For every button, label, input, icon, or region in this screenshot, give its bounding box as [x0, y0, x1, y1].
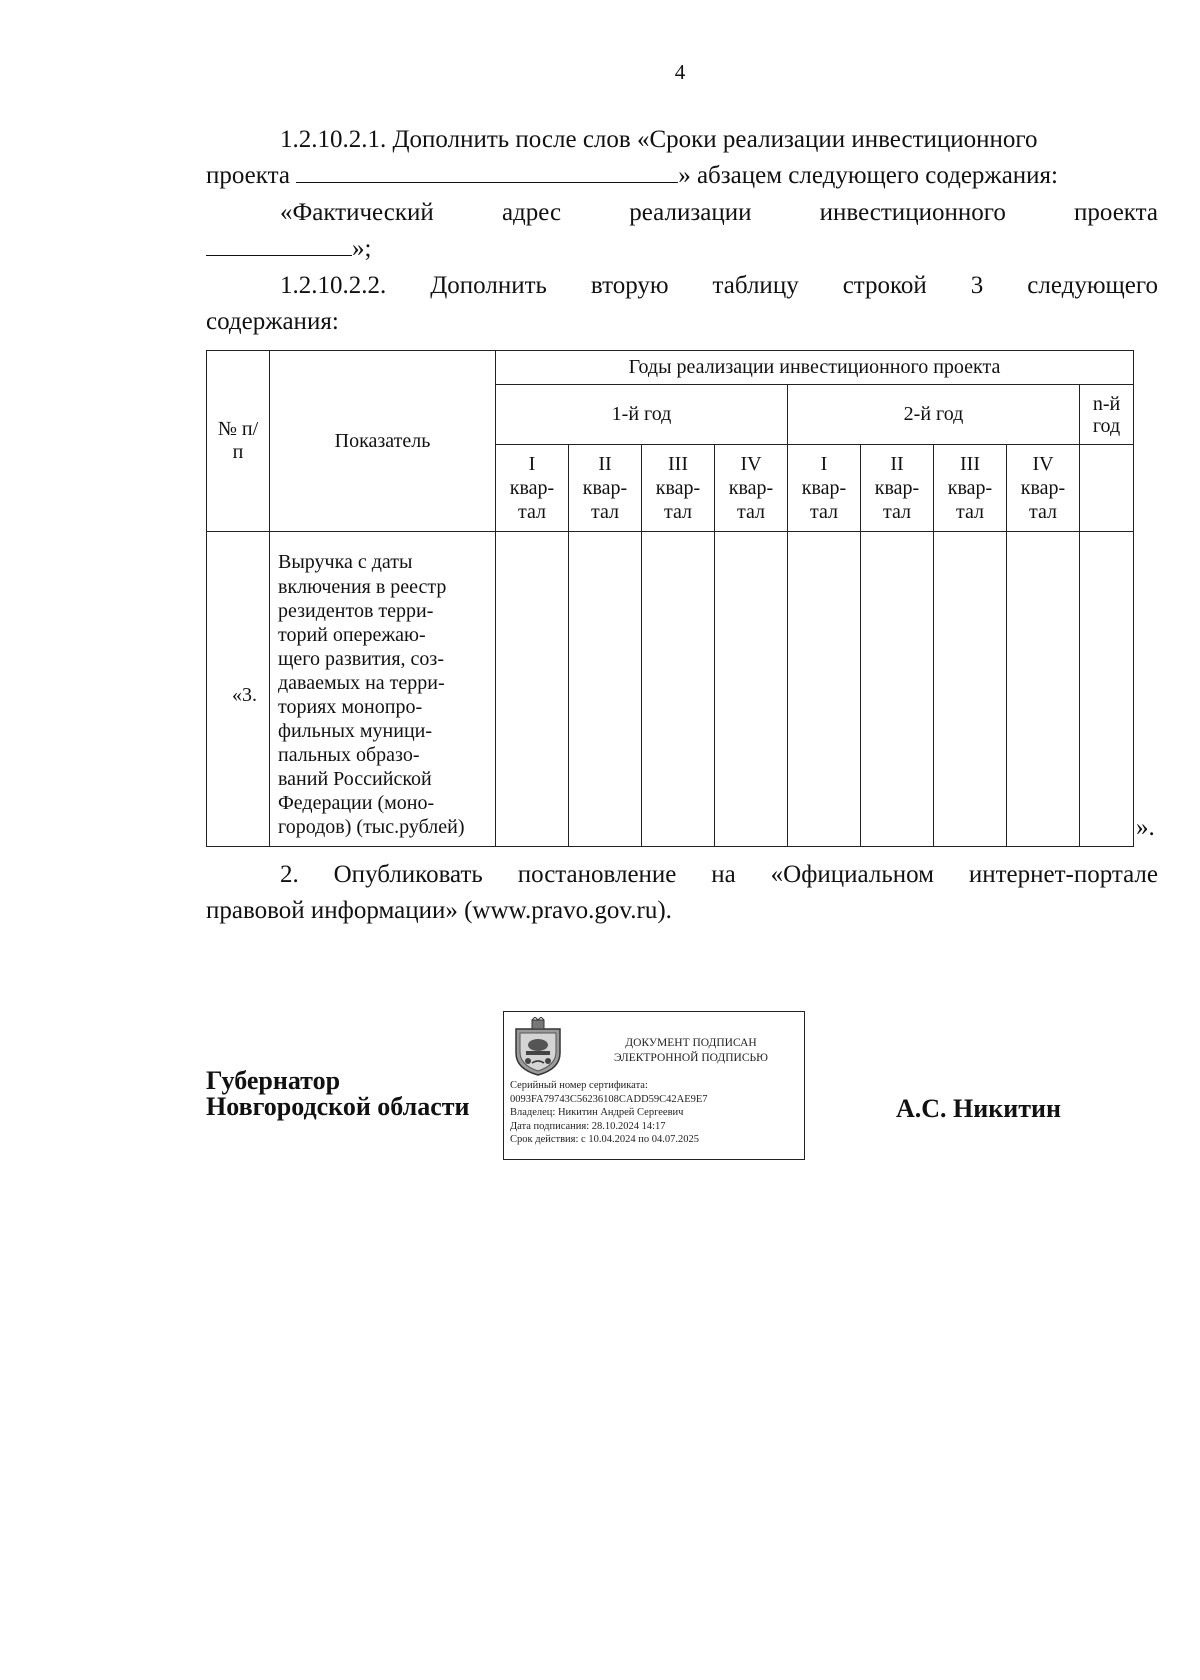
header-quarter [715, 445, 788, 532]
paragraph-1 [206, 122, 1158, 194]
indicator-line: ваний Российской [278, 768, 432, 791]
stamp-validity: Срок действия: с 10.04.2024 по 04.07.2025 [510, 1134, 699, 1146]
fill-in-blank-line [296, 160, 678, 183]
indicator-line: щего развития, соз- [278, 647, 444, 670]
page-number: 4 [674, 60, 686, 84]
paragraph-1-line-2-end: » абзацем следующего содержания: [678, 162, 1058, 189]
quarter-numeral: I [528, 453, 536, 475]
empty-cell [788, 532, 861, 847]
signatory-title-line-2: Новгородской области [206, 1092, 470, 1121]
quarter-word: квар- [1020, 477, 1066, 499]
header-quarter [642, 445, 715, 532]
empty-cell [569, 532, 642, 847]
quarter-word: квар- [874, 477, 920, 499]
paragraph-4 [206, 857, 1158, 929]
quarter-numeral: IV [1032, 453, 1054, 475]
paragraph-2-word: реализации [629, 199, 752, 226]
header-year-2: 2-й год [788, 385, 1080, 445]
header-quarter [496, 445, 569, 532]
quarter-numeral: III [960, 453, 980, 475]
row-indicator [270, 532, 496, 847]
header-quarter-empty [1080, 445, 1134, 532]
paragraph-3: 1.2.10.2.2. Дополнить вторую таблицу строкой 3 следующего содержания: [206, 272, 1158, 335]
empty-cell [496, 532, 569, 847]
quarter-numeral: IV [740, 453, 762, 475]
stamp-serial-label: Серийный номер сертификата: [510, 1080, 648, 1091]
header-year-1: 1-й год [496, 385, 788, 445]
signatory-title [206, 1068, 470, 1120]
table-row [207, 532, 1134, 847]
paragraph-2-word: адрес [501, 199, 562, 226]
paragraph-2-word: проекта [1074, 199, 1158, 226]
novgorod-coat-of-arms-icon [512, 1017, 564, 1077]
paragraph-1-line-2 [206, 158, 1158, 194]
indicator-line: городов) (тыс.рублей) [278, 816, 465, 839]
paragraph-2-word: инвестиционного [819, 199, 1006, 226]
paragraph-2-line-2-end: »; [352, 235, 372, 262]
indicator-line: включения в реестр [278, 575, 447, 598]
empty-cell [934, 532, 1007, 847]
quarter-word: тал [590, 501, 620, 523]
header-quarter [861, 445, 934, 532]
quarter-word: квар- [947, 477, 993, 499]
quarter-word: тал [955, 501, 985, 523]
indicator-line: ториях монопро- [278, 696, 423, 718]
stamp-owner: Владелец: Никитин Андрей Сергеевич [510, 1107, 684, 1119]
indicator-line: даваемых на терри- [278, 671, 445, 694]
paragraph-1-line-1: 1.2.10.2.1. Дополнить после слов «Сроки реализации инвестиционного [280, 126, 1038, 153]
quarter-word: квар- [728, 477, 774, 499]
quarter-word: тал [663, 501, 693, 523]
paragraph-4-line-1: 2. Опубликовать постановление на «Официальном интернет-портале [280, 861, 1158, 888]
header-quarter [788, 445, 861, 532]
stamp-serial-value: 0093FA79743C56236108CADD59C42AE9E7 [510, 1093, 708, 1105]
quarter-word: квар- [509, 477, 555, 499]
electronic-signature-stamp [503, 1011, 805, 1160]
signatory-name: А.С. Никитин [896, 1094, 1061, 1123]
header-years: Годы реализации инвестиционного проекта [496, 351, 1134, 385]
header-quarter [1007, 445, 1080, 532]
empty-cell [642, 532, 715, 847]
header-indicator: Показатель [270, 351, 496, 532]
row-number: «3. [207, 532, 270, 847]
paragraph-1-line-2-start: проекта [206, 162, 290, 189]
paragraph-2 [206, 195, 1158, 267]
quarter-word: квар- [582, 477, 628, 499]
empty-cell [715, 532, 788, 847]
stamp-heading-line-2: ЭЛЕКТРОННОЙ ПОДПИСЬЮ [614, 1052, 768, 1064]
paragraph-4-line-2: правовой информации» (www.pravo.gov.ru). [206, 897, 672, 924]
header-quarter [934, 445, 1007, 532]
quarter-word: тал [517, 501, 547, 523]
indicator-line: Выручка с даты [278, 551, 413, 574]
investment-indicators-table [206, 350, 1134, 847]
empty-cell [1007, 532, 1080, 847]
stamp-signed-date: Дата подписания: 28.10.2024 14:17 [510, 1120, 666, 1132]
indicator-line: резидентов терри- [278, 599, 434, 622]
indicator-line: фильных муници- [278, 720, 433, 743]
indicator-line: пальных образо- [278, 744, 420, 767]
stamp-heading [586, 1036, 796, 1066]
paragraph-2-line-1 [206, 195, 1158, 231]
stamp-heading-line-1: ДОКУМЕНТ ПОДПИСАН [625, 1037, 757, 1049]
quarter-numeral: III [668, 453, 688, 475]
indicator-line: Федерации (моно- [278, 792, 435, 815]
indicator-line: торий опережаю- [278, 623, 426, 646]
paragraph-2-word: «Фактический [280, 199, 434, 226]
quarter-word: квар- [801, 477, 847, 499]
quarter-numeral: I [820, 453, 828, 475]
quarter-word: тал [1028, 501, 1058, 523]
fill-in-blank-line [206, 233, 352, 256]
empty-cell [1080, 532, 1134, 847]
empty-cell [861, 532, 934, 847]
stamp-details [510, 1079, 800, 1147]
quarter-word: тал [809, 501, 839, 523]
quarter-word: тал [736, 501, 766, 523]
header-number: № п/п [207, 351, 270, 532]
quarter-numeral: II [890, 453, 904, 475]
table-closing-quote: ». [1136, 814, 1155, 841]
signatory-title-line-1: Губернатор [206, 1066, 341, 1095]
quarter-word: квар- [655, 477, 701, 499]
header-year-n: n-й год [1080, 385, 1134, 445]
header-quarter [569, 445, 642, 532]
paragraph-2-line-2 [206, 231, 1158, 267]
quarter-word: тал [882, 501, 912, 523]
quarter-numeral: II [598, 453, 612, 475]
